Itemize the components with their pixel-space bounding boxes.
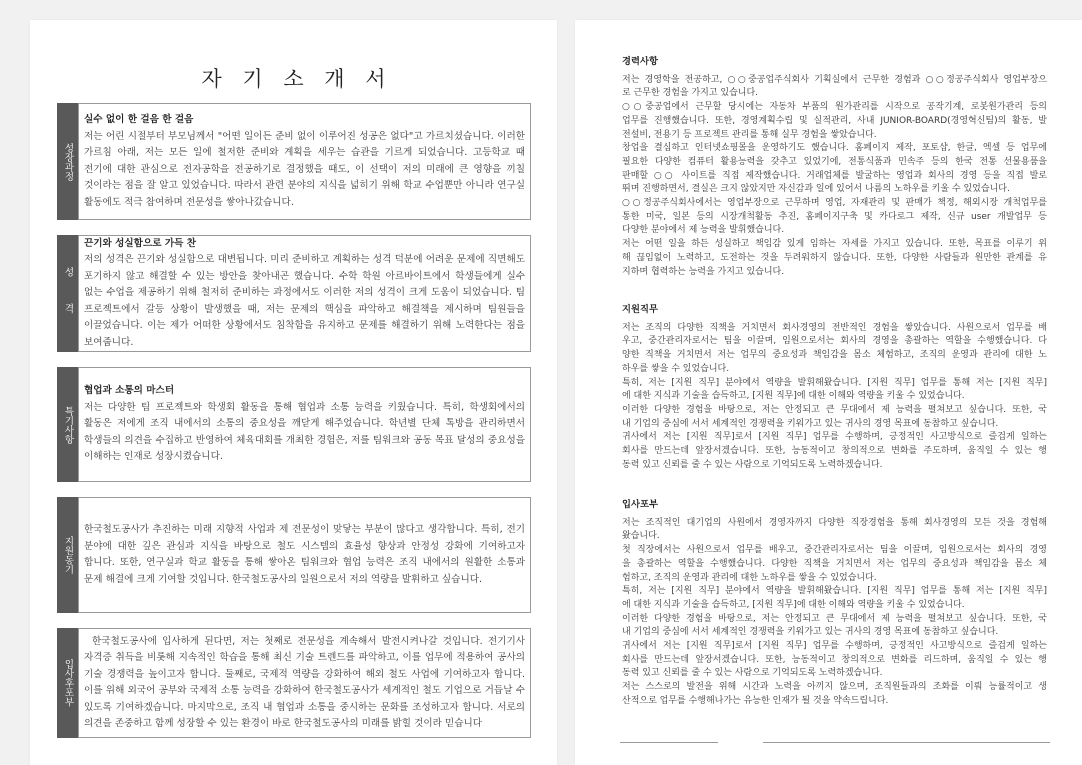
text-line: 저는 어떤 일을 하든 성실하고 책임감 있게 임하는 자세를 가지고 있습니다. 또한, 목표를 이루기 위	[622, 239, 1047, 250]
section-heading: 협업과 소통의 마스터	[84, 385, 175, 397]
text-line: 분야에 대한 깊은 관심과 지식을 바탕으로 철도 시스템의 효율성 향상과 안정성 강화에 기여하고자	[84, 540, 525, 552]
text-line: 우고, 중간관리자로서는 팀을 이끌며, 임원으로서는 회사의 경영을 총괄하는 역할을 수행했습니다. 다	[622, 336, 1047, 347]
text-line: 저는 다양한 팀 프로젝트와 학생회 활동을 통해 협업과 소통 능력을 키웠습니다. 특히, 학생회에서의	[84, 401, 525, 413]
text-line: 동력 있고 신뢰를 줄 수 있는 사람으로 기억되도록 노력하겠습니다.	[622, 668, 883, 679]
text-line: 내 기업의 중심에 서서 세계적인 경쟁력을 키워가고 있는 귀사의 경영 목표에 동참하고 싶습니다.	[622, 418, 999, 429]
text-line: 한국철도공사에 입사하게 된다면, 저는 첫째로 전문성을 계속해서 발전시켜나갈 것입니다. 전기기사	[92, 635, 525, 647]
text-line: 포기하지 않고 해결할 수 있는 방안을 찾아내곤 했습니다. 수학 학원 아르바이트에서 학생들에게 실수	[84, 270, 525, 282]
section-special-notes	[57, 367, 531, 482]
section-aspiration	[57, 628, 531, 738]
text-line: 보여줍니다.	[84, 336, 134, 348]
text-line: 양한 직책을 거치면서 저는 업무의 중요성과 책임감을 몸소 체험하고, 조직의 운영과 관리에 대한 노	[622, 350, 1047, 361]
text-line: 판매할 ○○ 사이트를 직접 제작했습니다. 거래업체를 발굴하는 영업과 회사의 경영 등을 직접 발로	[622, 170, 1047, 181]
text-line: 이를 위해 외국어 공부와 국제적 소통 능력을 강화하여 한국철도공사가 세계적인 철도 기업으로 거듭날 수	[84, 685, 525, 696]
section-text	[84, 634, 525, 733]
text-line: 저는 조직적인 대기업의 사원에서 경영자까지 다양한 직장경험을 통해 회사경영의 모든 것을 경험해	[622, 517, 1047, 528]
text-line: 프로젝트에서 갈등 상황이 발생했을 때, 저는 문제의 핵심을 파악하고 해결책을 제시하며 팀원들을	[84, 303, 525, 315]
text-line: 업무를 진행했습니다. 또한, 경영계획수립 및 실적관리, 사내 JUNIOR-BOARD(경영혁신팀)의 활동, 발	[622, 115, 1047, 126]
section-motivation	[57, 497, 531, 613]
section-tab	[57, 367, 78, 482]
section-tab-label: 지원동기	[62, 536, 74, 574]
section-text	[622, 303, 1047, 472]
text-line: 통한 미국, 일본 등의 시장개척활동 추진, 홈페이지구축 및 카다로그 제작, 신규 user 개발업무 등	[622, 211, 1047, 222]
text-line: 전설비, 전용기 등 프로젝트 관리를 통해 실무 경험을 쌓았습니다.	[622, 129, 877, 140]
section-career	[622, 55, 1047, 279]
text-line: 첫 직장에서는 사원으로서 업무를 배우고, 중간관리자로서는 팀을 이끌며, 임원으로서는 회사의 경영	[622, 545, 1047, 556]
text-line: 필요한 다양한 컴퓨터 활용능력을 갖추고 있었기에, 전통식품과 민속주 등의 한국 전통 선물용품을	[622, 156, 1047, 167]
text-line: 로 근무한 경험을 가지고 있습니다.	[622, 88, 759, 99]
section-tab-label: 성 격	[62, 266, 74, 321]
text-line: 하우를 쌓을 수 있었습니다.	[622, 363, 730, 374]
section-applied-position	[622, 303, 1047, 472]
text-line: 창업을 결심하고 인터넷쇼핑몰을 운영하기도 했습니다. 홈페이지 제작, 포토샵, 한글, 엑셀 등 업무에	[622, 143, 1047, 154]
text-line: 활동은 저에게 조직 내에서의 소통의 중요성을 깨닫게 해주었습니다. 학년별 단체 톡방을 관리하면서	[84, 418, 525, 430]
text-line: 의견을 존중하고 함께 성장할 수 있는 환경이 바로 한국철도공사의 미래를 밝힐 것이라 믿습니다	[84, 718, 483, 729]
section-aspiration-after-joining	[622, 498, 1047, 709]
section-tab	[57, 628, 78, 738]
text-line: 활동에도 적극 참여하며 전문성을 쌓아나갔습니다.	[84, 196, 294, 208]
text-line: ○○중공업에서 근무할 당시에는 자동차 부품의 원가관리를 시작으로 공작기계, 로봇원가관리 등의	[622, 102, 1047, 113]
section-tab-label: 입사후포부	[62, 659, 74, 707]
text-line: 문제 해결에 크게 기여할 것입니다. 한국철도공사의 일원으로서 저의 역량을 발휘하고 싶습니다.	[84, 573, 483, 585]
right-page	[575, 20, 1082, 765]
text-line: 이러한 다양한 경험을 바탕으로, 저는 안정되고 큰 무대에서 제 능력을 펼쳐보고 싶습니다. 또한, 국	[622, 404, 1047, 415]
section-text	[622, 55, 1047, 279]
text-line: 가르침 아래, 저는 모든 일에 철저한 준비와 계획을 세우는 습관을 기르게 되었습니다. 고등학교 때	[84, 147, 525, 158]
text-line: 특히, 저는 [지원 직무] 분야에서 역량을 발휘해왔습니다. [지원 직무] 업무를 통해 저는 [지원 직무]	[622, 586, 1047, 597]
section-text	[84, 112, 525, 211]
text-line: 뛰며 진행하면서, 결실은 크지 않았지만 자신감과 일에 있어서 나름의 노하우를 키울 수 있었습니다.	[622, 184, 1010, 195]
text-line: 저는 어린 시절부터 부모님께서 "어떤 일이든 준비 없이 이루어진 성공은 없다"고 가르치셨습니다. 이러한	[84, 130, 525, 142]
section-tab	[57, 103, 78, 220]
text-line: 합니다. 또한, 연구실과 학교 활동을 통해 쌓아온 팀워크와 협업 능력은 조직 내에서의 원활한 소통과	[84, 557, 525, 568]
section-personality	[57, 235, 531, 352]
section-text	[84, 383, 525, 466]
section-text	[622, 498, 1047, 709]
text-line: 해 끊임없이 노력하고, 도전하는 것을 두려워하지 않습니다. 또한, 다양한 사람들과 원만한 관계를 유	[622, 252, 1047, 263]
section-heading: 끈기와 성실함으로 가득 찬	[84, 237, 196, 249]
text-line: 저는 스스로의 발전을 위해 시간과 노력을 아끼지 않으며, 조직원들과의 조화를 이뤄 능률적이고 생	[622, 682, 1047, 693]
text-line: 한국철도공사가 추진하는 미래 지향적 사업과 제 전문성이 맞닿는 부분이 많다고 생각합니다. 특히, 전기	[84, 524, 525, 535]
text-line: ○○정공주식회사에서는 영업부장으로 근무하며 영업, 자재관리 및 판매가 책정, 해외시장 개척업무를	[622, 198, 1047, 209]
section-tab-label: 특기사항	[62, 405, 74, 444]
text-line: 학생들의 의견을 수집하고 반영하여 체육대회를 개최한 경험은, 저를 팀워크와 공동 목표 달성의 중요성을	[84, 434, 525, 446]
text-line: 것이라는 점을 잘 알고 있었습니다. 따라서 관련 분야의 지식을 넓히기 위해 학교 수업뿐만 아니라 연구실	[84, 180, 525, 191]
section-text	[84, 522, 525, 588]
text-line: 특히, 저는 [지원 직무] 분야에서 역량을 발휘해왔습니다. [지원 직무] 업무를 통해 저는 [지원 직무]	[622, 377, 1047, 388]
section-heading: 경력사항	[622, 56, 658, 67]
text-line: 지하며 협력하는 능력을 가지고 있습니다.	[622, 266, 785, 277]
section-body	[78, 628, 531, 738]
section-tab	[57, 235, 78, 352]
text-line: 동력 있고 신뢰를 줄 수 있는 사람으로 기억되도록 노력하겠습니다.	[622, 459, 883, 470]
section-growth-background	[57, 103, 531, 220]
document-title: 자 기 소 개 서	[201, 67, 393, 91]
section-body	[78, 235, 531, 352]
text-line: 이끌었습니다. 이는 제가 어떠한 상황에서도 침착함을 유지하고 문제를 해결하기 위해 노력한다는 점을	[84, 320, 525, 332]
text-line: 험하고, 조직의 운영과 관리에 대한 노하우를 쌓을 수 있었습니다.	[622, 572, 877, 583]
section-tab-label: 성장과정	[62, 142, 74, 181]
signature-line	[620, 742, 718, 743]
text-line: 있도록 기여하겠습니다. 마지막으로, 조직 내 협업과 소통을 중시하는 문화를 조성하고자 합니다. 서로의	[84, 701, 525, 713]
text-line: 없는 수업을 제공하기 위해 철저히 준비하는 과정에서도 이러한 저의 성격이 크게 도움이 되었습니다. 팀	[84, 287, 525, 299]
text-line: 귀사에서 저는 [지원 직무]로서 [지원 직무] 업무를 수행하며, 긍정적인 사고방식으로 즐겁게 일하는	[622, 432, 1047, 443]
text-line: 저의 성격은 끈기와 성실함으로 대변됩니다. 미리 준비하고 계획하는 성격 덕분에 어려운 문제에 직면해도	[84, 254, 525, 266]
text-line: 다양한 분야에서 제 능력을 발휘했습니다.	[622, 225, 785, 236]
text-line: 저는 경영학을 전공하고, ○○중공업주식회사 기획실에서 근무한 경험과 ○○정공주식회사 영업부장으	[622, 74, 1047, 85]
text-line: 이러한 다양한 경험을 바탕으로, 저는 안정되고 큰 무대에서 제 능력을 펼쳐보고 싶습니다. 또한, 국	[622, 613, 1047, 624]
text-line: 전기에 대한 관심으로 전자공학을 전공하기로 결정했을 때도, 이 선택이 저의 미래에 큰 영향을 끼칠	[84, 163, 525, 175]
section-heading: 지원직무	[622, 304, 658, 315]
section-heading: 입사포부	[622, 499, 658, 510]
text-line: 자격증 취득을 비롯해 지속적인 학습을 통해 최신 기술 트렌드를 파악하고, 이를 업무에 적용하여 공사의	[84, 652, 525, 663]
text-line: 내 기업의 중심에 서서 세계적인 경쟁력을 키워가고 있는 귀사의 경영 목표에 동참하고 싶습니다.	[622, 627, 999, 638]
text-line: 을 총괄하는 역할을 수행했습니다. 다양한 직책을 거치면서 저는 업무의 중요성과 책임감을 몸소 체	[622, 558, 1047, 569]
section-heading: 실수 없이 한 걸음 한 걸음	[84, 114, 194, 125]
section-body	[78, 367, 531, 482]
text-line: 이해하는 인재로 성장시켰습니다.	[84, 451, 223, 463]
section-body	[78, 497, 531, 613]
text-line: 에 대한 지식과 기술을 습득하고, [지원 직무]에 대한 이해와 역량을 키울 수 있었습니다.	[622, 599, 965, 610]
text-line: 기술 경쟁력을 높이고자 합니다. 둘째로, 국제적 역량을 강화하여 해외 철도 사업에 기여하고자 합니다.	[84, 668, 525, 680]
text-line: 산적으로 업무를 수행해나가는 유능한 인재가 될 것을 약속드립니다.	[622, 695, 889, 706]
text-line: 귀사에서 저는 [지원 직무]로서 [지원 직무] 업무를 수행하며, 긍정적인 사고방식으로 즐겁게 일하는	[622, 641, 1047, 652]
text-line: 에 대한 지식과 기술을 습득하고, [지원 직무]에 대한 이해와 역량을 키울 수 있었습니다.	[622, 391, 965, 402]
text-line: 왔습니다.	[622, 531, 660, 542]
signature-line	[763, 742, 1050, 743]
left-page	[30, 20, 557, 765]
section-text	[84, 236, 525, 352]
text-line: 저는 조직의 다양한 직책을 거치면서 회사경영의 전반적인 경험을 쌓았습니다. 사원으로서 업무를 배	[622, 322, 1047, 333]
section-body	[78, 103, 531, 220]
text-line: 회사를 만드는데 앞장서겠습니다. 또한, 능동적이고 창의적으로 변화를 주도하며, 움직일 수 있는 행	[622, 446, 1047, 457]
text-line: 회사를 만드는데 앞장서겠습니다. 또한, 능동적이고 창의적으로 변화를 리드하며, 움직일 수 있는 행	[622, 654, 1047, 665]
section-tab	[57, 497, 78, 613]
